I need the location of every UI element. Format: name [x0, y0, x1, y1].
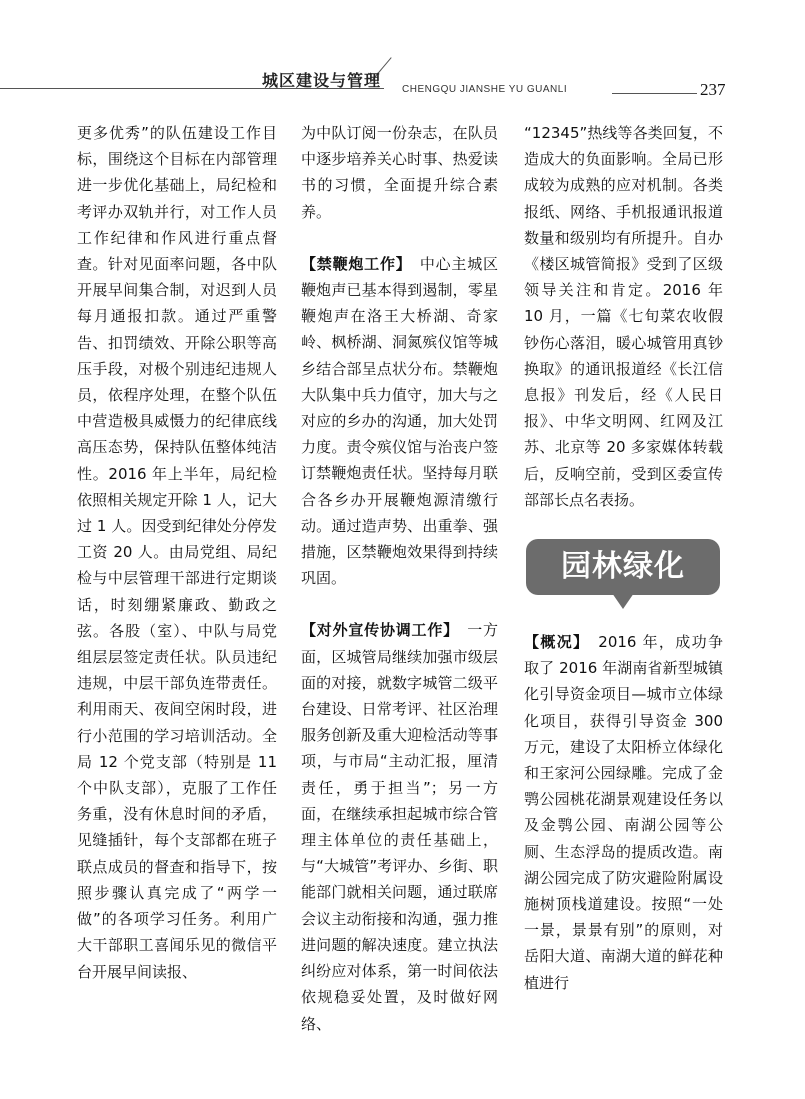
- banner-pointer: [612, 593, 634, 609]
- chapter-banner-title: 园林绿化: [561, 549, 685, 585]
- section-label: 【概况】: [524, 633, 582, 652]
- body-paragraph: “12345”热线等各类回复，不造成大的负面影响。全局已形成较为成熟的应对机制。各类报纸、网络、手机报通讯报道数量和级别均有所提升。自办《楼区城管简报》受到了区级领导关注和肯定。2016 年 10 月，一篇《七旬菜农收假钞伤心落泪，暖心城管用真钞换取》的通讯报道经《长江信息报》刊发后，经《人民日报》、中华文明网、红网及江苏、北京等 20 多家媒体转载后，反响空前，受到区委宣传部部长点名表扬。: [524, 124, 723, 509]
- chapter-banner: [526, 539, 720, 595]
- section-label: 【禁鞭炮工作】: [301, 254, 405, 273]
- section-subtitle: CHENGQU JIANSHE YU GUANLI: [402, 84, 568, 95]
- section-firecracker-ban: [301, 251, 498, 592]
- text-column-1: [77, 120, 277, 985]
- header-rule-right: [612, 93, 697, 94]
- text-column-3: [524, 120, 723, 996]
- page-number: 237: [700, 80, 726, 99]
- section-external-publicity: [301, 617, 498, 1036]
- section-title: 城区建设与管理: [262, 71, 382, 90]
- section-overview: [524, 629, 723, 996]
- section-text: 2016 年，成功争取了 2016 年湖南省新型城镇化引导资金项目—城市立体绿化项目，获得引导资金 300 万元，建设了太阳桥立体绿化和王家河公园绿雕。完成了金鹗公园桃花湖景观建设任务以及金鹗公园、南湖公园等公厕、生态浮岛的提质改造。南湖公园完成了防灾避险附属设施树顶栈道建设。按照“一处一景，景景有别”的原则，对岳阳大道、南湖大道的鲜花种植进行: [524, 633, 723, 992]
- section-label: 【对外宣传协调工作】: [301, 621, 452, 640]
- body-paragraph: 为中队订阅一份杂志，在队员中逐步培养关心时事、热爱读书的习惯，全面提升综合素养。: [301, 124, 498, 221]
- text-column-2: [301, 120, 498, 1037]
- body-paragraph: 更多优秀”的队伍建设工作目标，围绕这个目标在内部管理进一步优化基础上，局纪检和考评办双轨并行，对工作人员工作纪律和作风进行重点督查。针对见面率问题，各中队开展早间集合制，对迟到人员每月通报扣款。通过严重警告、扣罚绩效、开除公职等高压手段，对极个别违纪违规人员，依程序处理，在整个队伍中营造极具威慑力的纪律底线高压态势，保持队伍整体纯洁性。2016 年上半年，局纪检依照相关规定开除 1 人，记大过 1 人。因受到纪律处分停发工资 20 人。由局党组、局纪检与中层管理干部进行定期谈话，时刻绷紧廉政、勤政之弦。各股（室）、中队与局党组层层签定责任状。队员违纪违规，中层干部负连带责任。利用雨天、夜间空闲时段，进行小范围的学习培训活动。全局 12 个党支部（特别是 11 个中队支部），克服了工作任务重，没有休息时间的矛盾，见缝插针，每个支部都在班子联点成员的督查和指导下，按照步骤认真完成了“两学一做”的各项学习任务。利用广大干部职工喜闻乐见的微信平台开展早间读报、: [77, 124, 277, 981]
- section-text: 一方面，区城管局继续加强市级层面的对接，就数字城管二级平台建设、日常考评、社区治理服务创新及重大迎检活动等事项，与市局“主动汇报，厘清责任，勇于担当”；另一方面，在继续承担起城市综合管理主体单位的责任基础上，与“大城管”考评办、乡街、职能部门就相关问题，通过联席会议主动衔接和沟通，强力推进问题的解决速度。建立执法纠纷应对体系，第一时间依法依规稳妥处置，及时做好网络、: [301, 621, 498, 1033]
- section-text: 中心主城区鞭炮声已基本得到遏制，零星鞭炮声在洛王大桥湖、奇家岭、枫桥湖、洞氮殡仪馆等城乡结合部呈点状分布。禁鞭炮大队集中兵力值守，加大与之对应的乡办的沟通，加大处罚力度。责令殡仪馆与治丧户签订禁鞭炮责任状。坚持每月联合各乡办开展鞭炮源清缴行动。通过造声势、出重拳、强措施，区禁鞭炮效果得到持续巩固。: [301, 254, 498, 588]
- running-header: [0, 0, 805, 110]
